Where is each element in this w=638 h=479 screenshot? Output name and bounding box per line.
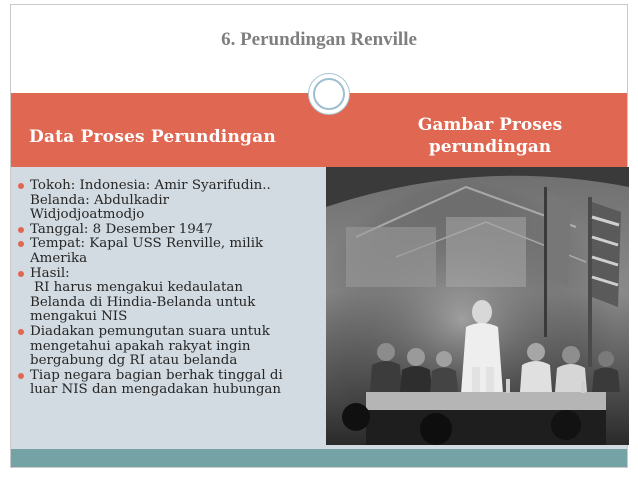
- bullet-item: Diadakan pemungutan suara untuk: [15, 325, 315, 340]
- circle-ornament-inner: [313, 78, 345, 110]
- bullet-continuation: bergabung dg RI atau belanda: [30, 353, 238, 369]
- bullet-item: Tokoh: Indonesia: Amir Syarifudin..: [15, 179, 315, 194]
- negotiation-photo: [326, 167, 629, 445]
- bullet-item: Tempat: Kapal USS Renville, milik: [15, 237, 315, 252]
- slide-title: 6. Perundingan Renville: [221, 29, 417, 50]
- right-heading-line2: perundingan: [428, 137, 552, 157]
- bullet-continuation: luar NIS dan mengadakan hubungan: [30, 382, 282, 398]
- left-column-heading: Data Proses Perundingan: [29, 127, 276, 147]
- bullet-continuation: RI harus mengakui kedaulatan: [34, 280, 243, 296]
- bullet-continuation: Belanda di Hindia-Belanda untuk: [30, 294, 256, 310]
- right-column-heading: [395, 114, 585, 158]
- data-bullet-list: [15, 179, 315, 398]
- bullet-continuation: Belanda: Abdulkadir: [30, 192, 170, 208]
- photo-illustration: [326, 167, 629, 445]
- circle-ornament-icon: [308, 73, 350, 115]
- bullet-continuation: Amerika: [30, 250, 88, 266]
- bottom-bar: [11, 449, 627, 467]
- right-heading-line1: Gambar Proses: [417, 115, 563, 135]
- bullet-item: Hasil:: [15, 267, 315, 282]
- bullet-continuation: Widjodjoatmodjo: [30, 207, 145, 223]
- slide: [10, 4, 628, 468]
- bullet-continuation: mengetahui apakah rakyat ingin: [30, 338, 251, 354]
- bullet-item: Tanggal: 8 Desember 1947: [15, 223, 315, 238]
- bullet-continuation: mengakui NIS: [30, 309, 128, 325]
- bullet-item: Tiap negara bagian berhak tinggal di: [15, 369, 315, 384]
